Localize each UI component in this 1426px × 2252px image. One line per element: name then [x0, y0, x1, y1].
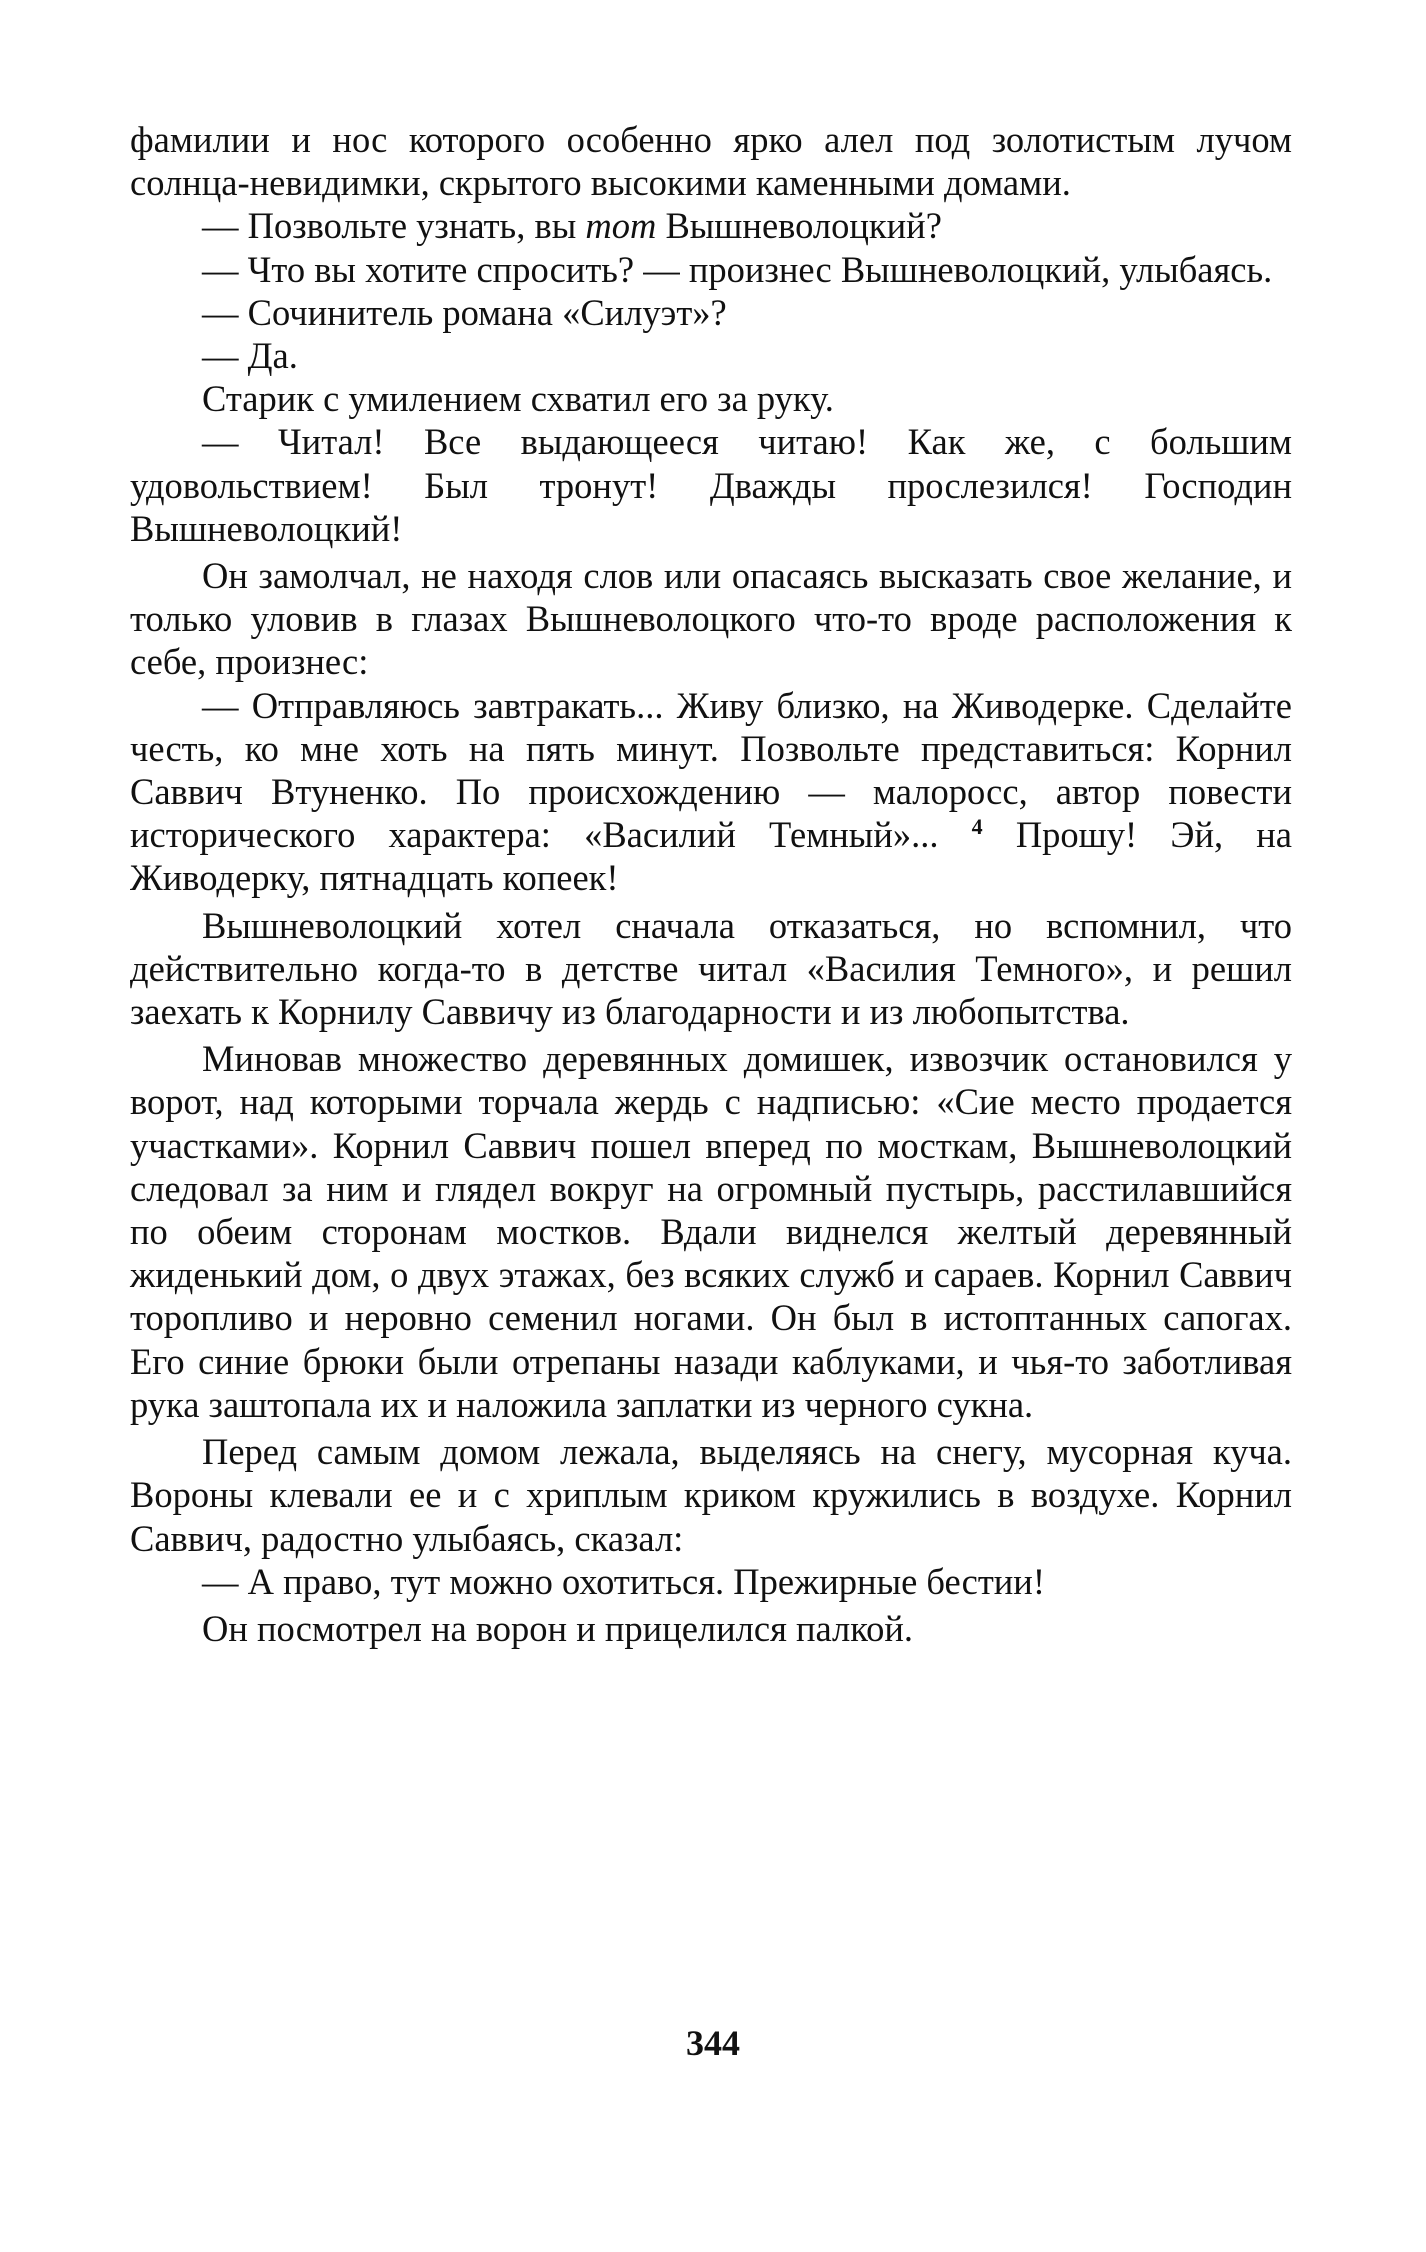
paragraph-dialogue: — Да. [202, 335, 298, 377]
paragraph-dialogue: — Что вы хотите спросить? — произнес Вышневолоцкий, улыбаясь. [202, 248, 1273, 290]
emphasis-text: тот [585, 205, 657, 247]
paragraph-dialogue: — А право, тут можно охотиться. Прежирные бестии! [202, 1560, 1045, 1602]
paragraph: Вышневолоцкий хотел сначала отказаться, но вспомнил, что действительно когда-то в детстве читал «Василия Темного», и решил заехать к Корнилу Саввичу из благодарности и из любопытства. [130, 904, 1292, 1033]
paragraph-dialogue: — Читал! Все выдающееся читаю! Как же, с большим удовольствием! Был тронут! Дважды прослезился! Господин Вышневолоцкий! [130, 421, 1292, 549]
paragraph: Он замолчал, не находя слов или опасаясь высказать свое желание, и только уловив в глазах Вышневолоцкого что-то вроде расположения к себе, произнес: [130, 555, 1292, 683]
paragraph: Миновав множество деревянных домишек, извозчик остановился у ворот, над которыми торчала жердь с надписью: «Сие место продается участками». Корнил Саввич пошел вперед по мосткам, Вышневолоцкий следовал за ним и глядел вокруг на огромный пустырь, расстилавшийся по обеим сторонам мостков. Вдали виднелся желтый деревянный жиденький дом, о двух этажах, без всяких служб и сараев. Корнил Саввич торопливо и неровно семенил ногами. Он был в истоптанных сапогах. Его синие брюки были отрепаны назади каблуками, и чья-то заботливая рука заштопала их и наложила заплатки из черного сукна. [130, 1038, 1292, 1425]
paragraph-dialogue [130, 684, 1292, 900]
paragraph-dialogue [130, 204, 1292, 247]
paragraph: Старик с умилением схватил его за руку. [202, 378, 834, 420]
page-number: 344 [686, 2023, 740, 2063]
page-text-block [130, 118, 1292, 1650]
footnote-mark: 4 [971, 814, 983, 840]
dialogue-text: Вышневолоцкий? [656, 205, 942, 247]
dialogue-text: Прошу! Эй, на Живодерку, пятнадцать копеек! [130, 814, 1292, 899]
paragraph: Он посмотрел на ворон и прицелился палкой. [202, 1607, 914, 1649]
paragraph: Перед самым домом лежала, выделяясь на снегу, мусорная куча. Вороны клевали ее и с хриплым криком кружились в воздухе. Корнил Саввич, радостно улыбаясь, сказал: [130, 1431, 1292, 1559]
paragraph-dialogue: — Сочинитель романа «Силуэт»? [202, 291, 727, 333]
dialogue-text: — Отправляюсь завтракать... Живу близко, на Живодерке. Сделайте честь, ко мне хоть на пять минут. Позвольте представиться: Корнил Саввич Втуненко. По происхождению — малоросс, автор повести исторического характера: «Василий Темный»... [130, 684, 1292, 856]
paragraph: фамилии и нос которого особенно ярко алел под золотистым лучом солнца-невидимки, скрытого высокими каменными домами. [130, 119, 1292, 204]
dialogue-text: — Позвольте узнать, вы [202, 205, 586, 247]
